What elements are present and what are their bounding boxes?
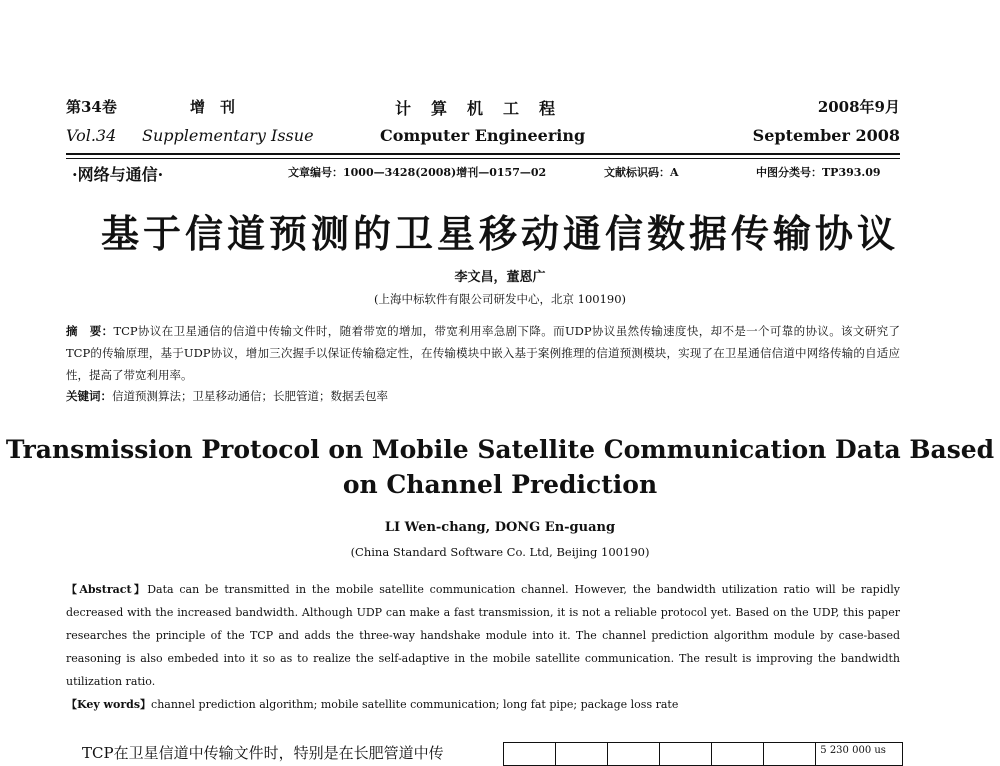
keywords-cn xyxy=(66,385,900,407)
volume-en: Vol.34 xyxy=(66,126,117,145)
section-label: ·网络与通信· xyxy=(72,165,164,184)
volume-cn: 第34卷 xyxy=(66,98,117,116)
keywords-en xyxy=(66,693,900,716)
body-text-start: TCP在卫星信道中传输文件时，特别是在长肥管道中传 xyxy=(82,744,444,762)
abstract-cn xyxy=(66,320,900,386)
title-en: Transmission Protocol on Mobile Satellite Communication Data Based on Channel Prediction xyxy=(5,435,995,499)
table-cell xyxy=(660,743,712,765)
title-cn: 基于信道预测的卫星移动通信数据传输协议 xyxy=(100,211,899,256)
abstract-cn-label: 摘 要： xyxy=(66,324,114,338)
abstract-en-text: Data can be transmitted in the mobile satellite communication channel. However, the bandwidth utilization ratio will be rapidly decreased with the increased bandwidth. Although UDP can make a fast transmission, it is not a reliable protocol yet. Based on the UDP, this paper researches the principle of the TCP and adds the three-way handshake module into it. The channel prediction algorithm module by case-based reasoning is also embeded into it so as to realize the self-adaptive in the mobile satellite communication. The result is improving the bandwidth utilization ratio. xyxy=(66,583,901,688)
date-cn: 2008年9月 xyxy=(817,98,900,116)
authors-cn: 李文昌，董恩广 xyxy=(454,270,546,285)
abstract-en-label: 【Abstract】 xyxy=(66,583,148,596)
journal-cn: 计 算 机 工 程 xyxy=(395,99,558,118)
date-en: September 2008 xyxy=(752,126,900,145)
affiliation-cn: (上海中标软件有限公司研发中心，北京 100190) xyxy=(373,292,627,306)
table-cell xyxy=(608,743,660,765)
document-code: 文献标识码：A xyxy=(604,166,679,179)
table-cell xyxy=(556,743,608,765)
header-rule-thick xyxy=(66,153,900,155)
table-cell xyxy=(764,743,816,765)
table-cell xyxy=(504,743,556,765)
table-fragment xyxy=(503,742,903,766)
table-cell-value: 5 230 000 us xyxy=(820,745,886,756)
table-cell xyxy=(712,743,764,765)
article-number: 文章编号：1000—3428(2008)增刊—0157—02 xyxy=(288,166,547,179)
affiliation-en: (China Standard Software Co. Ltd, Beijing 100190) xyxy=(350,545,650,559)
keywords-en-label: 【Key words】 xyxy=(66,698,152,711)
keywords-cn-label: 关键词： xyxy=(66,389,112,403)
issue-en: Supplementary Issue xyxy=(142,126,314,145)
authors-en: LI Wen-chang, DONG En-guang xyxy=(384,520,616,535)
keywords-en-text: channel prediction algorithm; mobile satellite communication; long fat pipe; package loss rate xyxy=(151,698,679,711)
issue-cn: 增 刊 xyxy=(190,98,236,116)
header-rule-thin xyxy=(66,158,900,159)
abstract-cn-text: TCP协议在卫星通信的信道中传输文件时，随着带宽的增加，带宽利用率急剧下降。而UDP协议虽然传输速度快，却不是一个可靠的协议。该文研究了TCP的传输原理，基于UDP协议，增加三次握手以保证传输稳定性，在传输模块中嵌入基于案例推理的信道预测模块，实现了在卫星通信信道中网络传输的自适应性，提高了带宽利用率。 xyxy=(66,324,901,382)
keywords-cn-text: 信道预测算法；卫星移动通信；长肥管道；数据丢包率 xyxy=(112,389,388,403)
abstract-en xyxy=(66,578,900,693)
journal-en: Computer Engineering xyxy=(380,126,586,145)
classification-number: 中图分类号：TP393.09 xyxy=(756,166,881,179)
